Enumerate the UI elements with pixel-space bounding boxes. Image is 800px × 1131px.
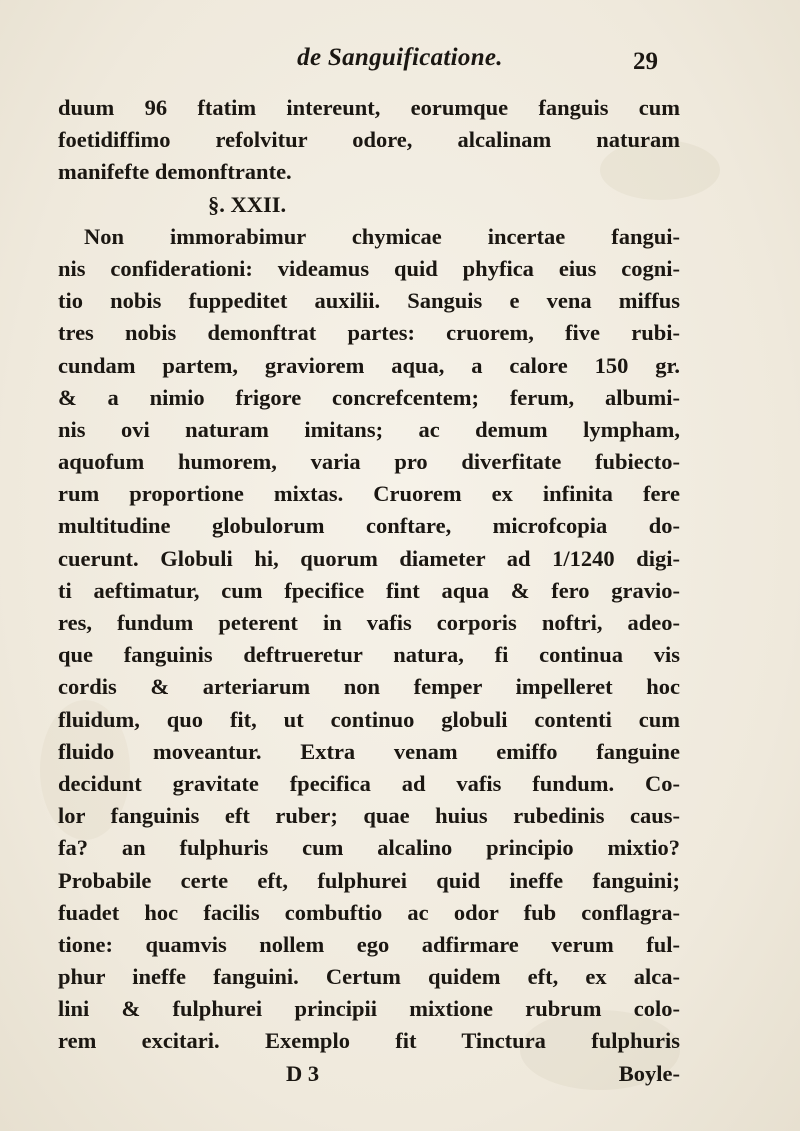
catchword: Boyle- xyxy=(618,1060,680,1086)
text-line: rem excitari. Exemplo fit Tinctura fulphuris xyxy=(58,1028,680,1054)
text-line: fa? an fulphuris cum alcalino principio mixtio? xyxy=(58,835,680,861)
running-head xyxy=(0,38,800,78)
text-line: fluido moveantur. Extra venam emiffo fanguine xyxy=(58,738,680,764)
text-line: multitudine globulorum conftare, microfcopia do- xyxy=(58,513,680,539)
text-line: lini & fulphurei principii mixtione rubrum colo- xyxy=(58,996,680,1022)
text-line: phur ineffe fanguini. Certum quidem eft, ex alca- xyxy=(58,964,680,990)
body-text xyxy=(58,92,680,1090)
signature-line xyxy=(58,1058,680,1090)
text-line: rum proportione mixtas. Cruorem ex infinita fere xyxy=(58,481,680,507)
text-line: Non immorabimur chymicae incertae fangui- xyxy=(84,223,680,249)
text-line: ti aeftimatur, cum fpecifice fint aqua & fero gravio- xyxy=(58,577,680,603)
text-line: fluidum, quo fit, ut continuo globuli contenti cum xyxy=(58,706,680,732)
text-line: nis confiderationi: videamus quid phyfica eius cogni- xyxy=(58,255,680,281)
page-number: 29 xyxy=(633,48,658,75)
text-line: fuadet hoc facilis combuftio ac odor fub conflagra- xyxy=(58,899,680,925)
text-line: res, fundum peterent in vafis corporis noftri, adeo- xyxy=(58,610,680,635)
text-line: cuerunt. Globuli hi, quorum diameter ad 1/1240 digi- xyxy=(58,545,680,571)
running-head-title: de Sanguificatione. xyxy=(297,44,503,71)
signature-mark: D 3 xyxy=(286,1060,320,1086)
text-line: duum 96 ftatim intereunt, eorumque fanguis cum xyxy=(58,95,680,120)
text-line: foetidiffimo refolvitur odore, alcalinam naturam xyxy=(58,127,680,153)
text-line: lor fanguinis eft ruber; quae huius rubedinis caus- xyxy=(58,803,680,829)
text-line: Probabile certe eft, fulphurei quid ineffe fanguini; xyxy=(58,867,680,893)
text-line: decidunt gravitate fpecifica ad vafis fundum. Co- xyxy=(58,770,680,796)
text-line: tio nobis fuppeditet auxilii. Sanguis e vena miffus xyxy=(58,288,680,314)
text-line: manifefte demonftrante. xyxy=(58,159,292,185)
text-line: nis ovi naturam imitans; ac demum lympham, xyxy=(58,416,680,442)
text-line: cordis & arteriarum non femper impelleret hoc xyxy=(58,674,680,700)
text-line: tione: quamvis nollem ego adfirmare verum ful- xyxy=(58,931,680,957)
text-line: cundam partem, graviorem aqua, a calore 150 gr. xyxy=(58,352,680,378)
section-heading: §. XXII. xyxy=(208,191,287,217)
text-line: que fanguinis deftrueretur natura, fi continua vis xyxy=(58,642,680,668)
text-line: & a nimio frigore concrefcentem; ferum, albumi- xyxy=(58,384,680,410)
text-line: aquofum humorem, varia pro diverfitate fubiecto- xyxy=(58,449,680,475)
text-line: tres nobis demonftrat partes: cruorem, five rubi- xyxy=(58,320,680,346)
